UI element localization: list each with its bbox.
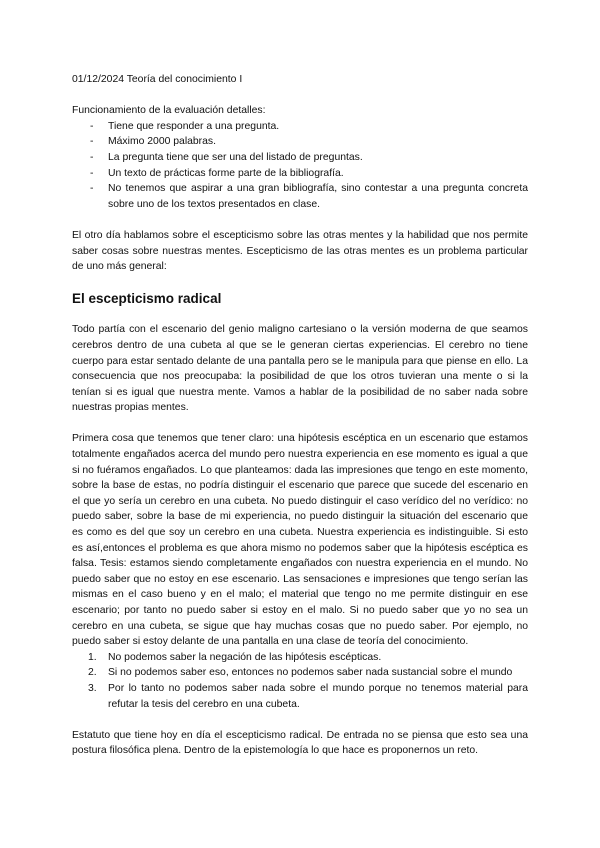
list-item-text: Por lo tanto no podemos saber nada sobre el mundo porque no tenemos material para refutar la tesis del cerebro en una cubeta. bbox=[108, 682, 528, 710]
list-item bbox=[72, 181, 528, 212]
bullet-marker: - bbox=[90, 120, 94, 132]
evaluation-intro: Funcionamiento de la evaluación detalles: bbox=[72, 105, 266, 117]
bullet-marker: - bbox=[90, 167, 94, 179]
document-header: 01/12/2024 Teoría del conocimiento I bbox=[72, 74, 243, 85]
list-item-text: La pregunta tiene que ser una del listado de preguntas. bbox=[108, 151, 363, 163]
paragraph: Estatuto que tiene hoy en día el escepticismo radical. De entrada no se piensa que esto sea una postura filosófica plena. Dentro de la epistemología lo que hace es proponernos un reto. bbox=[72, 729, 528, 757]
bullet-marker: - bbox=[90, 136, 94, 148]
evaluation-section bbox=[72, 103, 528, 212]
list-item bbox=[72, 665, 528, 681]
list-item-text: Un texto de prácticas forme parte de la bibliografía. bbox=[108, 167, 344, 179]
paragraph: El otro día hablamos sobre el escepticismo sobre las otras mentes y la habilidad que nos permite saber cosas sobre nuestras mentes. Escepticismo de las otras mentes es un problema particular de uno más general: bbox=[72, 229, 528, 273]
list-number: 1. bbox=[88, 651, 97, 663]
section-heading: El escepticismo radical bbox=[72, 291, 222, 307]
numbered-list bbox=[72, 650, 528, 712]
list-item-text: No podemos saber la negación de las hipótesis escépticas. bbox=[108, 651, 382, 663]
evaluation-list bbox=[72, 119, 528, 213]
list-item-text: Si no podemos saber eso, entonces no podemos saber nada sustancial sobre el mundo bbox=[108, 667, 513, 679]
list-item bbox=[72, 134, 528, 150]
list-item-text: No tenemos que aspirar a una gran bibliografía, sino contestar a una pregunta concreta sobre uno de los textos presentados en clase. bbox=[108, 183, 528, 210]
list-item bbox=[72, 150, 528, 166]
list-item bbox=[72, 650, 528, 666]
list-number: 3. bbox=[88, 682, 97, 694]
list-item-text: Tiene que responder a una pregunta. bbox=[108, 120, 280, 132]
bullet-marker: - bbox=[90, 183, 94, 195]
paragraph: Todo partía con el escenario del genio maligno cartesiano o la versión moderna de que seamos cerebros dentro de una cubeta al que se le generan ciertas experiencias. El cerebro no tiene cuerpo para estar sentado delante de una pantalla pero se le manipula para que piense en ello. La consecuencia que nos preocupaba: la posibilidad de que los otros tuvieran una mente o si la tenían si es igual que nuestra mente. Vamos a hablar de la posibilidad de no saber nada sobre nuestras propias mentes. bbox=[72, 324, 528, 414]
list-item bbox=[72, 119, 528, 135]
list-item bbox=[72, 166, 528, 182]
bullet-marker: - bbox=[90, 151, 94, 163]
numbered-list-container bbox=[72, 650, 528, 712]
list-item bbox=[72, 681, 528, 712]
paragraph: Primera cosa que tenemos que tener claro: una hipótesis escéptica en un escenario que estamos totalmente engañados acerca del mundo pero nuestra experiencia en ese momento es igual a que si no fuéramos engañados. Lo que planteamos: dada las impresiones que tengo en este momento, sobre la base de estas, no podría distinguir el escenario que parece que sucede del escenario en el que yo sería un cerebro en una cubeta. No puedo distinguir el caso verídico del no verídico: no puedo saber, sobre la base de mi experiencia, no puedo distinguir la situación del escenario que es como es del que soy un cerebro en una cubeta. Nuestra experiencia es indistinguible. Si esto es así,entonces el problema es que ahora mismo no podemos saber que la hipótesis escéptica es falsa. Tesis: estamos siendo completamente engañados con nuestra experiencia en el mundo. No puedo saber que no estoy en ese escenario. Las sensaciones e impresiones que tengo serían las mismas en el caso bueno y en el malo; el material que tengo no me permite distinguir en ese escenario; por tanto no puedo saber si estoy en el malo. Si no puedo saber que yo no sea un cerebro en una cubeta, se sigue que hay muchas cosas que no puedo saber. Por ejemplo, no puedo saber si estoy delante de una pantalla en una clase de teoría del conocimiento. bbox=[72, 433, 528, 648]
list-item-text: Máximo 2000 palabras. bbox=[108, 136, 217, 148]
list-number: 2. bbox=[88, 667, 97, 679]
